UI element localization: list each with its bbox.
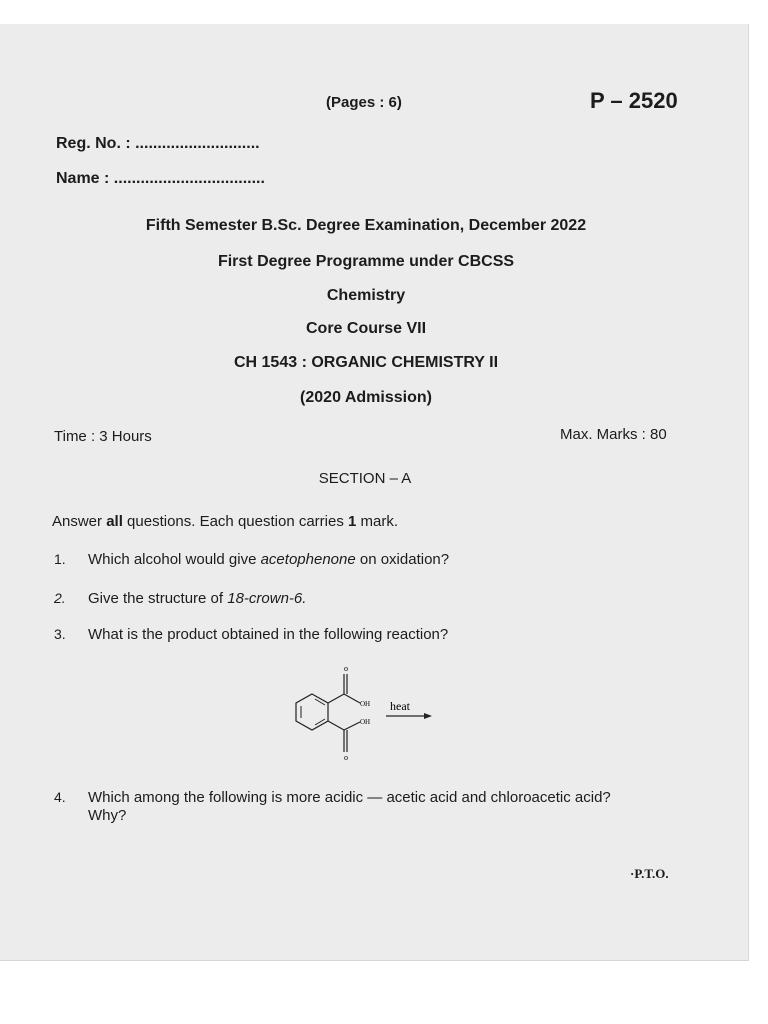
exam-paper-page (0, 24, 749, 961)
oxygen-label: o (344, 664, 348, 673)
hydroxyl-label: OH (360, 718, 371, 726)
question-text: Which alcohol would give acetophenone on oxidation? (88, 551, 450, 568)
subject-title: Chemistry (326, 287, 406, 304)
name-field: Name : .................................. (56, 170, 265, 187)
oxygen-label: o (344, 753, 348, 762)
section-instruction: Answer all questions. Each question carries 1 mark. (52, 513, 399, 530)
bond (328, 721, 344, 730)
bond (328, 694, 344, 703)
question-text: Which among the following is more acidic — acetic acid and chloroacetic acid? (88, 789, 611, 806)
admission-year: (2020 Admission) (300, 389, 432, 406)
paper-title: CH 1543 : ORGANIC CHEMISTRY II (233, 354, 499, 371)
heat-label: heat (390, 699, 410, 713)
question-number: 4. (54, 789, 66, 805)
bond (344, 694, 360, 703)
question-text-continued: Why? (88, 807, 127, 824)
please-turn-over: ·P.T.O. (630, 866, 669, 881)
bond (344, 722, 360, 730)
phthalic-acid-structure (282, 664, 442, 774)
question-text: What is the product obtained in the following reaction? (88, 626, 449, 643)
reg-no-field: Reg. No. : ............................ (56, 135, 260, 152)
programme-title: First Degree Programme under CBCSS (217, 253, 515, 270)
page-count: (Pages : 6) (326, 94, 402, 111)
max-marks: Max. Marks : 80 (560, 426, 667, 443)
paper-code: P – 2520 (590, 88, 678, 113)
arrow-head (424, 713, 432, 719)
question-number: 2. (54, 590, 66, 606)
section-title: SECTION – A (318, 470, 412, 487)
question-text: Give the structure of 18-crown-6. (88, 590, 307, 607)
question-number: 1. (54, 551, 66, 567)
time-allowed: Time : 3 Hours (54, 428, 152, 445)
course-title: Core Course VII (305, 320, 427, 337)
exam-title: Fifth Semester B.Sc. Degree Examination, December 2022 (145, 217, 587, 234)
question-number: 3. (54, 626, 66, 642)
hydroxyl-label: OH (360, 700, 371, 708)
